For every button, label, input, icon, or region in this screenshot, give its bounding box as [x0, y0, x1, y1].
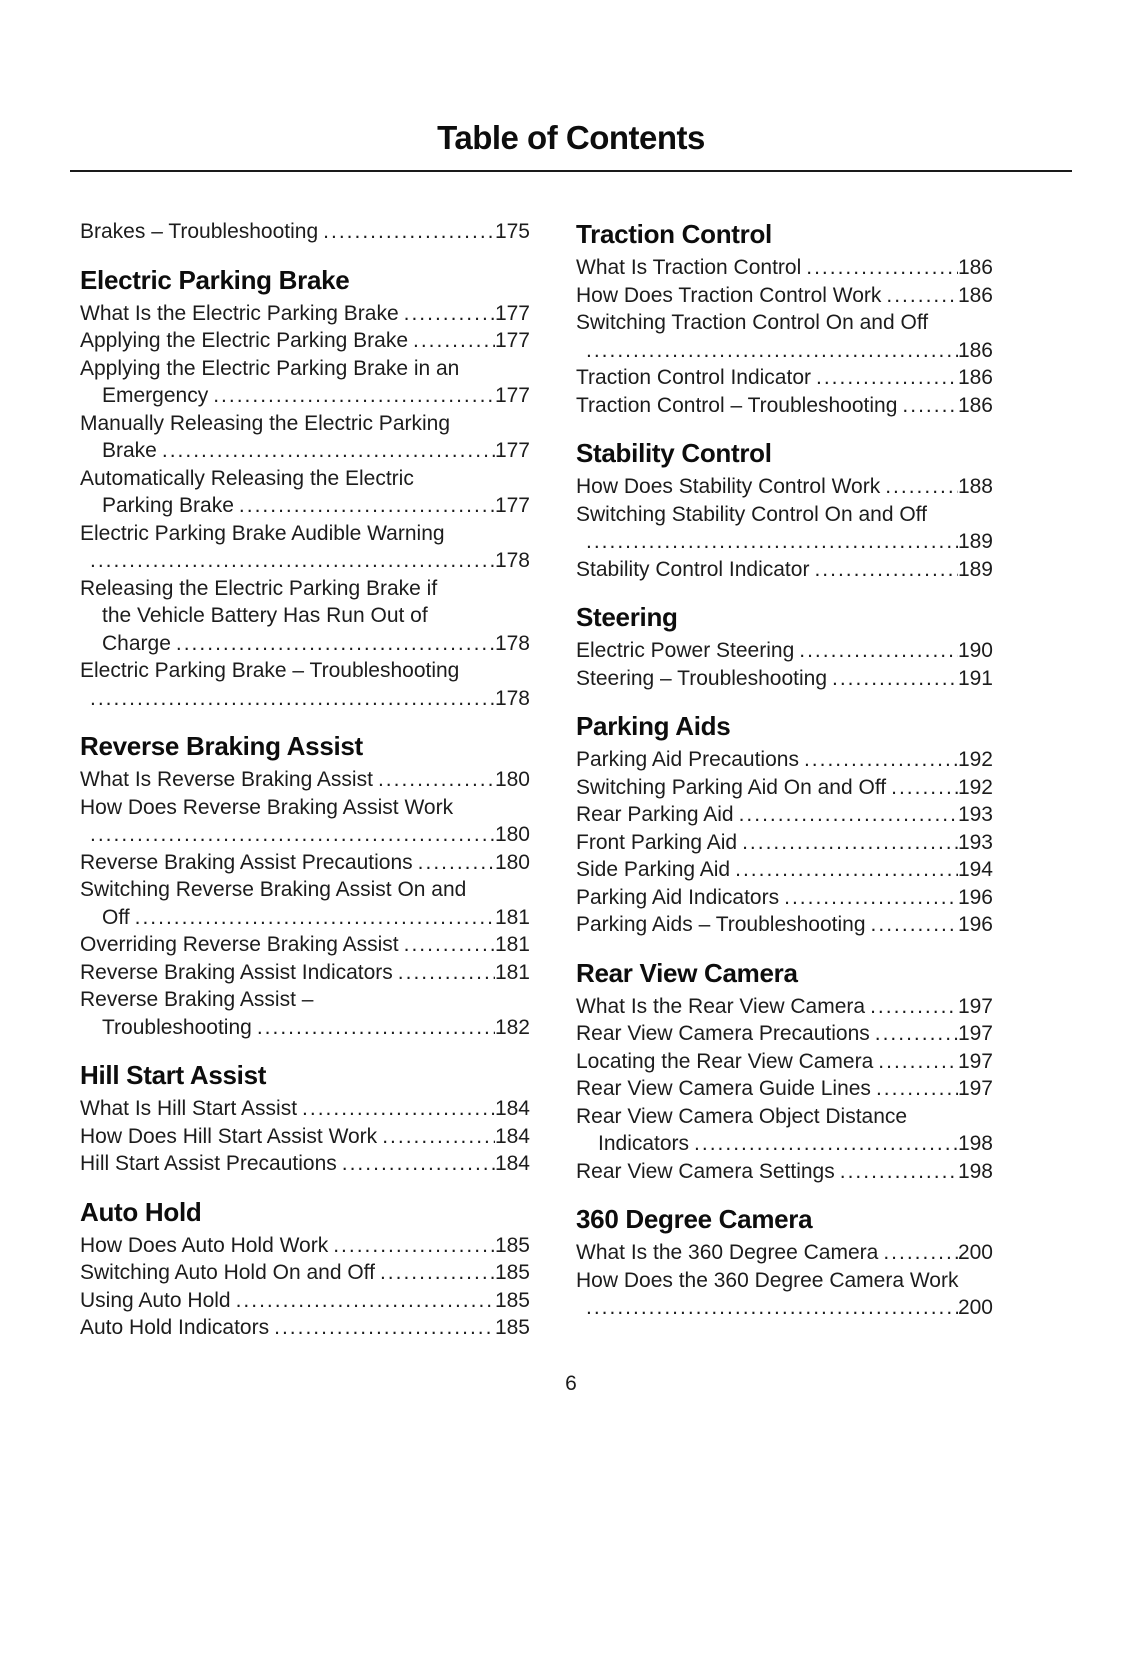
toc-entry-text: Steering – Troubleshooting: [576, 666, 828, 690]
toc-entry-leader-line: [576, 392, 993, 420]
toc-entry: [80, 1314, 530, 1342]
toc-entry: [576, 665, 993, 693]
toc-entry: [576, 254, 993, 282]
page-ref: 177: [494, 439, 530, 462]
dot-leader: [799, 637, 958, 665]
toc-entry-text: Hill Start Assist Precautions: [80, 1152, 337, 1175]
dot-leader: [404, 300, 495, 328]
dot-leader: [418, 849, 495, 877]
page-ref: 193: [957, 830, 993, 854]
page-ref: 177: [494, 494, 530, 517]
toc-entry: [576, 501, 993, 556]
dot-leader: [840, 1158, 958, 1186]
dot-leader: [333, 1232, 495, 1260]
page-ref: 191: [957, 666, 993, 690]
toc-entry-leader-line: [80, 1095, 530, 1123]
toc-entry-text: Traction Control – Troubleshooting: [576, 393, 898, 417]
dot-leader: [586, 528, 958, 556]
toc-entry-text: Parking Aid Indicators: [576, 885, 780, 909]
toc-entry-text: Rear View Camera Settings: [576, 1159, 835, 1183]
toc-entry-text-line: Switching Reverse Braking Assist On and: [80, 878, 467, 901]
dot-leader: [236, 1287, 495, 1315]
toc-entry-leader-line: [576, 1075, 993, 1103]
toc-entry: [576, 637, 993, 665]
dot-leader: [735, 856, 958, 884]
toc-entry-text: Parking Brake: [102, 494, 234, 517]
dot-leader: [784, 884, 958, 912]
toc-entry-text: Parking Aid Precautions: [576, 748, 799, 771]
toc-entry: [80, 1123, 530, 1151]
toc-entry-text: Side Parking Aid: [576, 858, 731, 881]
toc-entry-leader-line: [80, 849, 530, 877]
dot-leader: [382, 1123, 495, 1151]
toc-entry: [576, 774, 993, 802]
dot-leader: [814, 556, 958, 584]
page-ref: 180: [494, 823, 530, 846]
toc-entry-text: What Is the Electric Parking Brake: [80, 301, 399, 325]
toc-entry-text: Using Auto Hold: [80, 1288, 231, 1312]
toc-entry: [576, 1239, 993, 1267]
toc-entry-text-line: Electric Parking Brake – Troubleshooting: [80, 659, 460, 682]
toc-entry: [576, 746, 993, 774]
page-ref: 185: [494, 1261, 530, 1284]
toc-entry-leader-line: [80, 437, 530, 465]
toc-entry-leader-line: [576, 829, 993, 857]
page-ref: 175: [494, 220, 530, 243]
toc-entry: [80, 931, 530, 959]
toc-entry-leader-line: [80, 685, 530, 713]
dot-leader: [586, 1294, 958, 1322]
toc-entry-text: Overriding Reverse Braking Assist: [80, 933, 399, 956]
page-ref: 197: [957, 1022, 993, 1045]
toc-entry: [576, 392, 993, 420]
page-ref: 181: [494, 905, 530, 929]
dot-leader: [135, 904, 495, 932]
page-ref: 181: [494, 933, 530, 956]
page-ref: 185: [494, 1288, 530, 1312]
toc-entry-text: Brake: [102, 439, 157, 462]
page-ref: 178: [494, 549, 530, 572]
toc-entry: [80, 794, 530, 849]
dot-leader: [323, 218, 495, 246]
toc-entry-leader-line: [80, 547, 530, 575]
page-ref: 185: [494, 1233, 530, 1257]
page-ref: 192: [957, 748, 993, 771]
dot-leader: [176, 630, 495, 658]
toc-section-title: 360 Degree Camera: [576, 1204, 813, 1234]
toc-entry-leader-line: [80, 300, 530, 328]
toc-entry-leader-line: [80, 821, 530, 849]
toc-entry-leader-line: [576, 993, 993, 1021]
toc-entry-leader-line: [80, 1150, 530, 1178]
toc-entry-leader-line: [576, 1020, 993, 1048]
page-ref: 197: [957, 1049, 993, 1073]
toc-entry-text: Reverse Braking Assist Precautions: [80, 850, 413, 874]
toc-entry-leader-line: [576, 1239, 993, 1267]
toc-entry-leader-line: [576, 1294, 993, 1322]
page-ref: 184: [494, 1124, 530, 1148]
toc-entry-leader-line: [80, 218, 530, 246]
toc-entry-leader-line: [80, 327, 530, 355]
toc-entry-text: Auto Hold Indicators: [80, 1316, 270, 1339]
page-ref: 186: [957, 256, 993, 279]
toc-entry-text-line: Reverse Braking Assist –: [80, 988, 314, 1011]
toc-entry-text: Switching Auto Hold On and Off: [80, 1261, 375, 1284]
toc-entry: [576, 1158, 993, 1186]
toc-entry-leader-line: [576, 911, 993, 939]
toc-entry: [576, 993, 993, 1021]
toc-entry-leader-line: [576, 801, 993, 829]
toc-entry-text-line: Manually Releasing the Electric Parking: [80, 411, 451, 435]
toc-entry-text: How Does Hill Start Assist Work: [80, 1124, 378, 1148]
dot-leader: [806, 254, 958, 282]
toc-right-column: [576, 218, 993, 1342]
toc-entry-text-line: How Does the 360 Degree Camera Work: [576, 1268, 959, 1292]
page-ref: 190: [957, 639, 993, 662]
toc-entry-text-line: Switching Stability Control On and Off: [576, 502, 927, 526]
toc-entry-leader-line: [576, 637, 993, 665]
page-ref: 178: [494, 686, 530, 710]
toc-entry-text: Traction Control Indicator: [576, 366, 811, 389]
toc-entry-text: How Does Auto Hold Work: [80, 1233, 329, 1257]
dot-leader: [871, 911, 958, 939]
toc-entry: [576, 1267, 993, 1322]
toc-entry: [576, 884, 993, 912]
toc-entry-text-line: Switching Traction Control On and Off: [576, 311, 929, 334]
dot-leader: [378, 766, 495, 794]
dot-leader: [90, 685, 495, 713]
page-ref: 186: [957, 338, 993, 362]
toc-entry: [576, 1048, 993, 1076]
page-ref: 177: [494, 384, 530, 407]
dot-leader: [902, 392, 958, 420]
toc-entry: [80, 1287, 530, 1315]
toc-entry-leader-line: [576, 337, 993, 365]
toc-entry-text-line: Applying the Electric Parking Brake in an: [80, 356, 460, 380]
toc-entry-text: Reverse Braking Assist Indicators: [80, 960, 393, 984]
dot-leader: [886, 282, 958, 310]
page-ref: 198: [957, 1159, 993, 1183]
toc-entry-text: Rear View Camera Precautions: [576, 1022, 870, 1045]
toc-entry: [576, 556, 993, 584]
page-ref: 182: [494, 1015, 530, 1039]
toc-entry-text: What Is Reverse Braking Assist: [80, 768, 373, 791]
page-ref: 194: [957, 858, 993, 881]
page-ref: 198: [957, 1132, 993, 1155]
toc-columns: [0, 172, 1142, 1342]
toc-entry: [576, 856, 993, 884]
toc-entry-leader-line: [80, 492, 530, 520]
toc-entry-leader-line: [576, 473, 993, 501]
dot-leader: [90, 547, 495, 575]
dot-leader: [274, 1314, 495, 1342]
dot-leader: [90, 821, 495, 849]
page-number: 6: [565, 1372, 577, 1395]
toc-entry-leader-line: [576, 856, 993, 884]
toc-section-title: Auto Hold: [80, 1196, 202, 1227]
dot-leader: [586, 337, 958, 365]
toc-entry-text: Off: [102, 905, 130, 929]
dot-leader: [883, 1239, 958, 1267]
page-ref: 192: [957, 775, 993, 799]
toc-section-title: Rear View Camera: [576, 957, 798, 988]
dot-leader: [875, 1020, 958, 1048]
dot-leader: [302, 1095, 495, 1123]
toc-entry: [576, 1020, 993, 1048]
toc-entry-leader-line: [576, 746, 993, 774]
toc-entry: [576, 1075, 993, 1103]
toc-entry-leader-line: [576, 665, 993, 693]
toc-entry-leader-line: [576, 1158, 993, 1186]
toc-entry: [80, 327, 530, 355]
toc-entry: [576, 364, 993, 392]
dot-leader: [404, 931, 495, 959]
page-ref: 186: [957, 366, 993, 389]
toc-entry: [80, 959, 530, 987]
page-ref: 180: [494, 850, 530, 874]
toc-entry: [80, 465, 530, 520]
toc-entry-leader-line: [80, 1232, 530, 1260]
toc-section-title: Stability Control: [576, 438, 772, 468]
toc-entry-leader-line: [576, 364, 993, 392]
toc-entry-leader-line: [80, 382, 530, 410]
toc-entry-text: What Is the 360 Degree Camera: [576, 1241, 879, 1264]
page-ref: 197: [957, 994, 993, 1018]
toc-entry-leader-line: [80, 959, 530, 987]
dot-leader: [885, 473, 958, 501]
page-ref: 200: [957, 1241, 993, 1264]
toc-entry: [576, 1103, 993, 1158]
toc-entry: [80, 520, 530, 575]
toc-entry-leader-line: [80, 904, 530, 932]
toc-entry: [80, 300, 530, 328]
toc-entry: [576, 911, 993, 939]
dot-leader: [213, 382, 495, 410]
page-ref: 184: [494, 1097, 530, 1120]
toc-entry-leader-line: [80, 1314, 530, 1342]
toc-entry: [80, 218, 530, 246]
dot-leader: [398, 959, 495, 987]
toc-entry-leader-line: [576, 1130, 993, 1158]
toc-entry-text: Emergency: [102, 384, 209, 407]
toc-entry: [576, 473, 993, 501]
toc-entry-text-line: Rear View Camera Object Distance: [576, 1104, 908, 1128]
page-ref: 185: [494, 1316, 530, 1339]
toc-entry-text: What Is Traction Control: [576, 256, 802, 279]
toc-entry: [576, 309, 993, 364]
toc-entry-text: Indicators: [598, 1132, 690, 1155]
toc-entry: [80, 410, 530, 465]
toc-entry-text: Front Parking Aid: [576, 830, 738, 854]
toc-entry-text: What Is the Rear View Camera: [576, 994, 866, 1018]
toc-entry-leader-line: [80, 1287, 530, 1315]
toc-entry-leader-line: [576, 528, 993, 556]
toc-section-title: Steering: [576, 602, 678, 632]
dot-leader: [257, 1014, 495, 1042]
dot-leader: [342, 1150, 495, 1178]
dot-leader: [739, 801, 958, 829]
dot-leader: [878, 1048, 958, 1076]
toc-entry-leader-line: [576, 1048, 993, 1076]
toc-entry-text: Switching Parking Aid On and Off: [576, 775, 887, 799]
toc-entry-leader-line: [80, 1014, 530, 1042]
toc-left-column: [80, 218, 530, 1342]
toc-section-title: Reverse Braking Assist: [80, 731, 363, 761]
toc-entry-text: Brakes – Troubleshooting: [80, 220, 319, 243]
toc-entry-leader-line: [576, 556, 993, 584]
toc-entry-leader-line: [80, 931, 530, 959]
page-ref: 181: [494, 960, 530, 984]
toc-entry: [80, 1150, 530, 1178]
page-ref: 184: [494, 1152, 530, 1175]
dot-leader: [804, 746, 958, 774]
toc-entry: [80, 355, 530, 410]
dot-leader: [891, 774, 958, 802]
toc-entry-text: Applying the Electric Parking Brake: [80, 329, 408, 352]
toc-entry-leader-line: [576, 254, 993, 282]
toc-entry: [576, 829, 993, 857]
toc-entry-leader-line: [80, 1259, 530, 1287]
page-ref: 178: [494, 631, 530, 655]
page-title: Table of Contents: [437, 119, 705, 156]
toc-entry: [80, 575, 530, 658]
dot-leader: [413, 327, 495, 355]
toc-entry-leader-line: [80, 1123, 530, 1151]
page-ref: 177: [494, 301, 530, 325]
dot-leader: [239, 492, 495, 520]
dot-leader: [816, 364, 958, 392]
toc-entry-text: What Is Hill Start Assist: [80, 1097, 298, 1120]
toc-section-title: Electric Parking Brake: [80, 264, 350, 295]
toc-section-title: Hill Start Assist: [80, 1060, 267, 1090]
toc-section-title: Traction Control: [576, 219, 772, 249]
toc-entry-text: Rear View Camera Guide Lines: [576, 1077, 871, 1100]
toc-entry: [80, 849, 530, 877]
page-ref: 196: [957, 913, 993, 936]
dot-leader: [742, 829, 958, 857]
toc-entry-leader-line: [576, 282, 993, 310]
toc-entry-text: Charge: [102, 631, 171, 655]
page-ref: 186: [957, 393, 993, 417]
toc-entry-text-line: How Does Reverse Braking Assist Work: [80, 795, 454, 819]
toc-entry-leader-line: [576, 884, 993, 912]
toc-entry: [80, 1259, 530, 1287]
toc-entry-text: How Does Stability Control Work: [576, 475, 881, 498]
toc-entry: [80, 876, 530, 931]
page-ref: 180: [494, 768, 530, 791]
toc-entry: [576, 801, 993, 829]
page-ref: 189: [957, 557, 993, 581]
page-ref: 189: [957, 530, 993, 553]
dot-leader: [162, 437, 495, 465]
toc-entry: [80, 1232, 530, 1260]
page-ref: 193: [957, 803, 993, 826]
page-ref: 177: [494, 329, 530, 352]
toc-entry-leader-line: [576, 774, 993, 802]
page-ref: 196: [957, 885, 993, 909]
toc-entry-leader-line: [80, 630, 530, 658]
toc-entry-text-line: the Vehicle Battery Has Run Out of: [102, 604, 428, 627]
page-ref: 188: [957, 475, 993, 498]
page-ref: 186: [957, 283, 993, 307]
toc-entry-text: Locating the Rear View Camera: [576, 1049, 874, 1073]
toc-entry-text: How Does Traction Control Work: [576, 283, 882, 307]
page-ref: 200: [957, 1296, 993, 1319]
toc-entry: [80, 657, 530, 712]
dot-leader: [870, 993, 958, 1021]
dot-leader: [380, 1259, 495, 1287]
toc-entry-text: Electric Power Steering: [576, 639, 795, 662]
toc-entry-text: Troubleshooting: [102, 1015, 252, 1039]
dot-leader: [694, 1130, 958, 1158]
toc-entry: [80, 766, 530, 794]
toc-entry-text-line: Releasing the Electric Parking Brake if: [80, 576, 438, 600]
toc-entry-text: Parking Aids – Troubleshooting: [576, 913, 866, 936]
toc-entry: [80, 986, 530, 1041]
toc-entry: [576, 282, 993, 310]
toc-entry-text: Rear Parking Aid: [576, 803, 734, 826]
toc-entry-text: Stability Control Indicator: [576, 557, 810, 581]
page-ref: 197: [957, 1077, 993, 1100]
toc-entry-text-line: Automatically Releasing the Electric: [80, 466, 414, 490]
dot-leader: [832, 665, 958, 693]
dot-leader: [876, 1075, 958, 1103]
toc-section-title: Parking Aids: [576, 711, 731, 741]
toc-entry: [80, 1095, 530, 1123]
toc-entry-leader-line: [80, 766, 530, 794]
toc-entry-text-line: Electric Parking Brake Audible Warning: [80, 521, 445, 545]
